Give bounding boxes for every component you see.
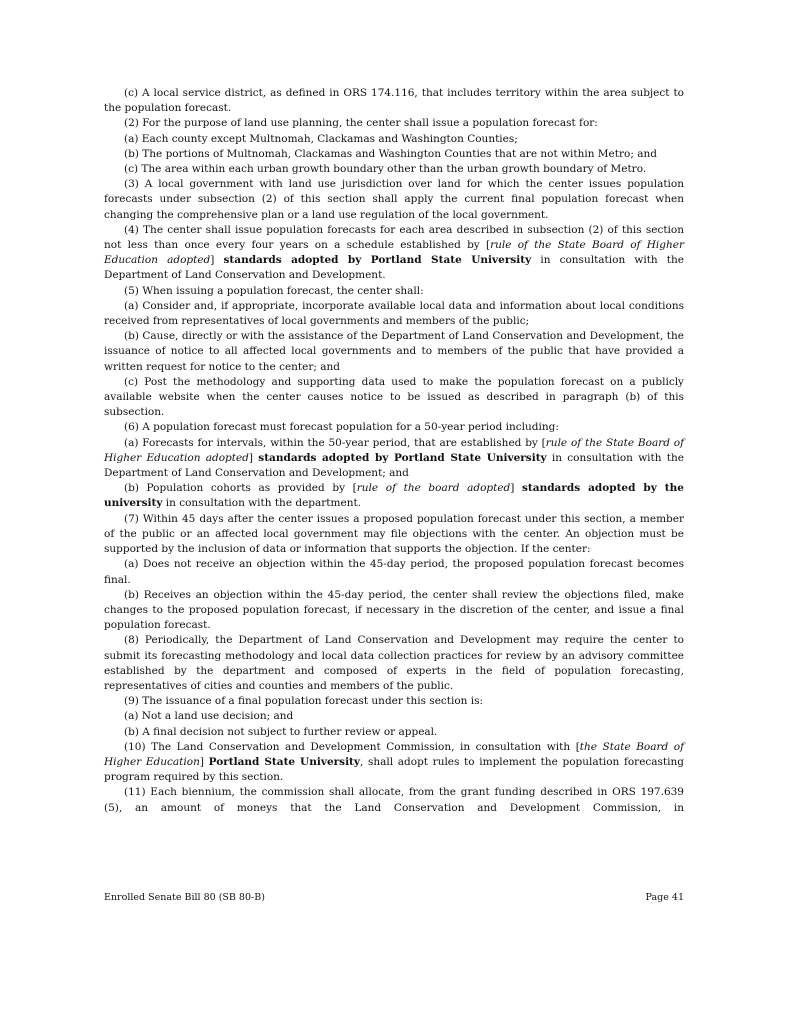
- text-run: (c) A local service district, as defined in ORS 174.116, that includes territory within the area subject to the population forecast.: [104, 87, 684, 115]
- text-run: ]: [210, 254, 224, 267]
- italic-text: the State Board of Higher Education: [104, 740, 685, 768]
- text-run: ]: [510, 482, 523, 495]
- text-run: (c) Post the methodology and supporting data used to make the population forecast on a publicly available website when the center causes notice to be issued as described in paragraph (b) of this subsection.: [104, 375, 684, 419]
- paragraph: [104, 132, 684, 147]
- paragraph: [104, 299, 684, 329]
- bold-text: standards adopted by Portland State University: [223, 254, 532, 267]
- text-run: (8) Periodically, the Department of Land Conservation and Development may require the center to submit its forecasting methodology and local data collection practices for review by an advisory committee established by the department and composed of experts in the field of population forecasting, representatives of cities and counties and members of the public.: [104, 634, 684, 692]
- paragraph: [104, 436, 684, 482]
- text-run: (7) Within 45 days after the center issues a proposed population forecast under this section, a member of the public or an affected local government may file objections with the center. An objection must be supported by the inclusion of data or information that supports the objection. If the center:: [104, 512, 684, 556]
- text-run: (5) When issuing a population forecast, the center shall:: [124, 284, 424, 297]
- paragraph: [104, 420, 684, 435]
- paragraph: [104, 633, 684, 694]
- paragraph: [104, 329, 684, 375]
- paragraph: [104, 162, 684, 177]
- text-run: (b) A final decision not subject to further review or appeal.: [124, 725, 438, 738]
- text-run: (b) Receives an objection within the 45-day period, the center shall review the objections filed, make changes to the proposed population forecast, if necessary in the discretion of the center, and issue a final population forecast.: [104, 588, 684, 632]
- bold-text: standards adopted by the university: [104, 482, 684, 510]
- paragraph: [104, 694, 684, 709]
- text-run: (2) For the purpose of land use planning, the center shall issue a population forecast for:: [124, 117, 598, 130]
- paragraph: [104, 375, 684, 421]
- paragraph: [104, 223, 684, 284]
- text-run: (b) Cause, directly or with the assistance of the Department of Land Conservation and Development, the issuance of notice to all affected local governments and to members of the public that have provided a written request for notice to the center; and: [104, 330, 684, 373]
- text-run: in consultation with the Department of Land Conservation and Development; and: [104, 451, 684, 480]
- text-run: (c) The area within each urban growth boundary other than the urban growth boundary of Metro.: [124, 163, 647, 176]
- italic-text: rule of the State Board of Higher Education adopted: [104, 436, 684, 464]
- paragraph: [104, 740, 684, 786]
- text-run: in consultation with the Department of Land Conservation and Development.: [104, 254, 685, 282]
- paragraph: [104, 86, 684, 116]
- text-run: (a) Not a land use decision; and: [124, 710, 294, 723]
- text-run: (a) Consider and, if appropriate, incorporate available local data and information about local conditions received from representatives of local governments and members of the public;: [104, 299, 684, 328]
- text-run: (9) The issuance of a final population forecast under this section is:: [124, 695, 484, 708]
- text-run: (10) The Land Conservation and Development Commission, in consultation with [: [124, 740, 580, 753]
- text-run: (4) The center shall issue population forecasts for each area described in subsection (2) of this section not less than once every four years on a schedule established by [: [104, 223, 684, 252]
- paragraph: [104, 709, 684, 724]
- page-footer: [104, 892, 684, 903]
- text-run: (a) Forecasts for intervals, within the 50-year period, that are established by [: [124, 436, 546, 449]
- text-run: (3) A local government with land use jurisdiction over land for which the center issues population forecasts under subsection (2) of this section shall apply the current final population forecast when changing the comprehensive plan or a land use regulation of the local government.: [104, 178, 684, 221]
- text-run: ]: [248, 451, 259, 464]
- paragraph: [104, 557, 684, 587]
- italic-text: rule of the State Board of Higher Education adopted: [104, 239, 684, 267]
- text-run: (a) Does not receive an objection within the 45-day period, the proposed population forecast becomes final.: [104, 558, 684, 586]
- document-body: [104, 86, 684, 816]
- text-run: in consultation with the department.: [162, 497, 362, 510]
- italic-text: rule of the board adopted: [356, 482, 511, 495]
- footer-bill-title: Enrolled Senate Bill 80 (SB 80-B): [104, 892, 265, 903]
- text-run: ]: [199, 755, 209, 768]
- bold-text: standards adopted by Portland State University: [258, 451, 547, 464]
- footer-page-number: Page 41: [645, 892, 684, 903]
- paragraph: [104, 512, 684, 558]
- paragraph: [104, 116, 684, 131]
- paragraph: [104, 588, 684, 634]
- text-run: (11) Each biennium, the commission shall allocate, from the grant funding described in ORS 197.639 (5), an amount of moneys that the Land Conservation and Development Commission, in: [104, 786, 684, 814]
- paragraph: [104, 785, 684, 815]
- paragraph: [104, 284, 684, 299]
- paragraph: [104, 481, 684, 511]
- paragraph: [104, 725, 684, 740]
- paragraph: [104, 147, 684, 162]
- text-run: , shall adopt rules to implement the population forecasting program required by this section.: [104, 755, 684, 784]
- text-run: (a) Each county except Multnomah, Clackamas and Washington Counties;: [124, 132, 518, 145]
- text-run: (b) The portions of Multnomah, Clackamas and Washington Counties that are not within Metro; and: [124, 147, 657, 160]
- text-run: (b) Population cohorts as provided by [: [124, 482, 357, 495]
- bold-text: Portland State University: [208, 755, 361, 768]
- text-run: (6) A population forecast must forecast population for a 50-year period including:: [124, 421, 559, 434]
- paragraph: [104, 177, 684, 223]
